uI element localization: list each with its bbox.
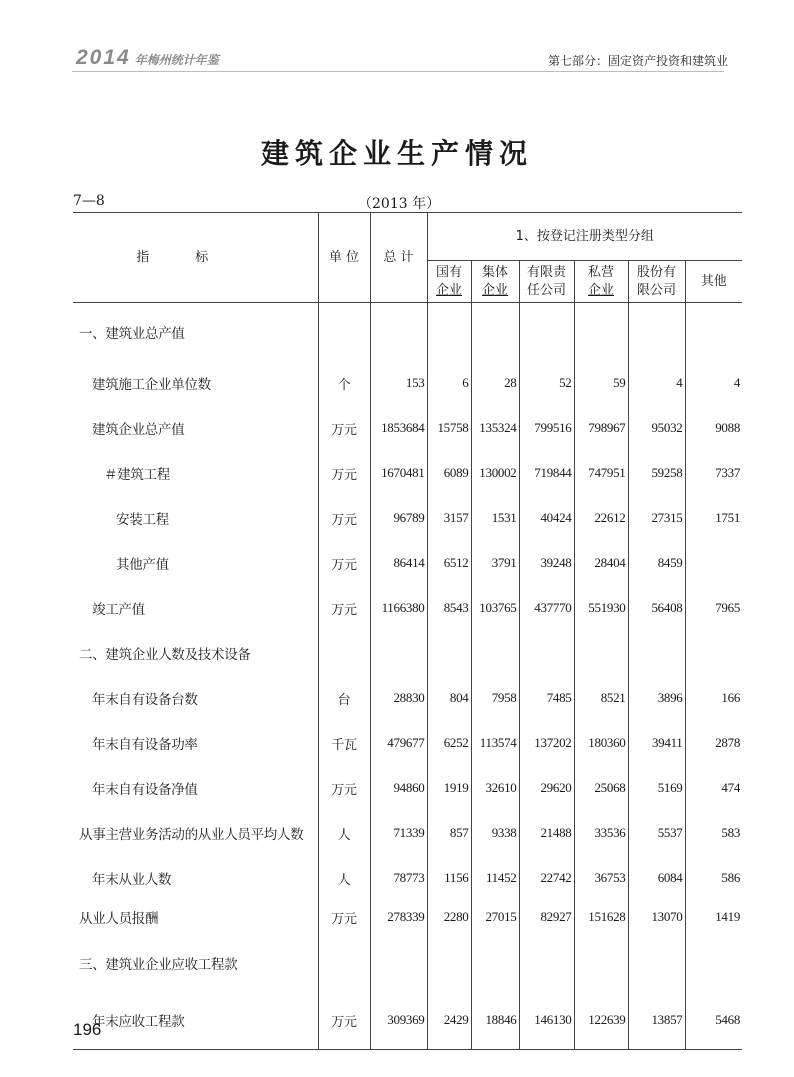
cell-value: 122639 (574, 992, 628, 1050)
cell-value: 113574 (471, 721, 519, 766)
cell-total: 96789 (370, 496, 427, 541)
subheader-line1: 有限责 (526, 264, 566, 280)
construction-production-table (73, 212, 742, 1050)
cell-value: 6084 (628, 856, 685, 901)
row-unit: 个 (318, 361, 370, 406)
subheader-line2: 企业 (587, 282, 614, 298)
cell-value: 1751 (685, 496, 742, 541)
row-label: ＃建筑工程 (73, 451, 318, 496)
row-label: 一、建筑业总产值 (73, 303, 318, 361)
cell-value: 39411 (628, 721, 685, 766)
cell-value (519, 303, 574, 361)
cell-value: 137202 (519, 721, 574, 766)
cell-total: 479677 (370, 721, 427, 766)
cell-value: 799516 (519, 406, 574, 451)
cell-value: 583 (685, 811, 742, 856)
yearbook-title (76, 46, 219, 70)
cell-value (685, 303, 742, 361)
cell-value: 5468 (685, 992, 742, 1050)
row-unit: 千瓦 (318, 721, 370, 766)
table-row (73, 856, 742, 901)
cell-value: 29620 (519, 766, 574, 811)
cell-value: 52 (519, 361, 574, 406)
cell-value: 166 (685, 676, 742, 721)
cell-value: 3896 (628, 676, 685, 721)
row-unit: 万元 (318, 496, 370, 541)
cell-value: 1419 (685, 901, 742, 934)
header-unit: 单 位 (318, 213, 370, 303)
subheader-line2: 任公司 (526, 282, 566, 298)
cell-value: 4 (628, 361, 685, 406)
table-row (73, 766, 742, 811)
table-row (73, 361, 742, 406)
cell-total: 278339 (370, 901, 427, 934)
cell-value: 798967 (574, 406, 628, 451)
cell-value: 5169 (628, 766, 685, 811)
cell-value: 6 (427, 361, 471, 406)
table-row (73, 586, 742, 631)
cell-total: 1853684 (370, 406, 427, 451)
cell-value (574, 303, 628, 361)
cell-value: 9088 (685, 406, 742, 451)
row-unit: 万元 (318, 541, 370, 586)
row-unit: 万元 (318, 586, 370, 631)
table-row (73, 721, 742, 766)
yearbook-name: 年梅州统计年鉴 (134, 53, 219, 67)
table-row (73, 676, 742, 721)
cell-value: 747951 (574, 451, 628, 496)
cell-value: 2280 (427, 901, 471, 934)
cell-value: 180360 (574, 721, 628, 766)
subheader-line2: 限公司 (636, 282, 676, 298)
cell-value: 1156 (427, 856, 471, 901)
cell-value: 1531 (471, 496, 519, 541)
cell-value: 59 (574, 361, 628, 406)
cell-value: 5537 (628, 811, 685, 856)
cell-value (519, 934, 574, 992)
cell-value: 7337 (685, 451, 742, 496)
subheader-line1: 股份有 (636, 264, 676, 280)
cell-value: 11452 (471, 856, 519, 901)
cell-value: 437770 (519, 586, 574, 631)
section-title: 第七部分：固定资产投资和建筑业 (547, 54, 728, 68)
table-row (73, 541, 742, 586)
subheader-joint-stock (628, 261, 685, 303)
subheader-line1: 其他 (700, 273, 727, 289)
cell-value (427, 934, 471, 992)
cell-total: 309369 (370, 992, 427, 1050)
row-label: 年末自有设备功率 (73, 721, 318, 766)
cell-value: 804 (427, 676, 471, 721)
row-unit (318, 934, 370, 992)
cell-total: 1166380 (370, 586, 427, 631)
row-label: 年末自有设备净值 (73, 766, 318, 811)
cell-value: 6252 (427, 721, 471, 766)
row-label: 安装工程 (73, 496, 318, 541)
cell-value: 32610 (471, 766, 519, 811)
subheader-line1: 私营 (587, 264, 614, 280)
cell-value: 135324 (471, 406, 519, 451)
row-unit: 万元 (318, 766, 370, 811)
cell-value (574, 631, 628, 676)
row-label: 从业人员报酬 (73, 901, 318, 934)
cell-value: 13857 (628, 992, 685, 1050)
subheader-limited-liability (519, 261, 574, 303)
table-row (73, 811, 742, 856)
subheader-collective (471, 261, 519, 303)
subheader-line1: 集体 (481, 264, 508, 280)
row-label: 二、建筑企业人数及技术设备 (73, 631, 318, 676)
header-indicator: 指标 (73, 213, 318, 303)
cell-value: 130002 (471, 451, 519, 496)
row-unit: 万元 (318, 451, 370, 496)
cell-value (685, 631, 742, 676)
cell-value: 6512 (427, 541, 471, 586)
row-label: 其他产值 (73, 541, 318, 586)
table-row (73, 303, 742, 361)
cell-value: 59258 (628, 451, 685, 496)
cell-value: 8543 (427, 586, 471, 631)
cell-total: 78773 (370, 856, 427, 901)
cell-value: 2878 (685, 721, 742, 766)
cell-value: 95032 (628, 406, 685, 451)
row-unit: 人 (318, 856, 370, 901)
cell-value (471, 934, 519, 992)
cell-total (370, 303, 427, 361)
row-label: 年末从业人数 (73, 856, 318, 901)
cell-value: 7485 (519, 676, 574, 721)
cell-value: 586 (685, 856, 742, 901)
cell-value (685, 541, 742, 586)
cell-value (628, 303, 685, 361)
row-label: 建筑企业总产值 (73, 406, 318, 451)
row-unit: 台 (318, 676, 370, 721)
row-unit: 万元 (318, 901, 370, 934)
row-label: 竣工产值 (73, 586, 318, 631)
cell-total: 86414 (370, 541, 427, 586)
cell-value (628, 631, 685, 676)
cell-total (370, 631, 427, 676)
table-row (73, 631, 742, 676)
cell-value: 551930 (574, 586, 628, 631)
cell-value: 8521 (574, 676, 628, 721)
row-unit: 万元 (318, 406, 370, 451)
cell-total: 94860 (370, 766, 427, 811)
cell-value: 6089 (427, 451, 471, 496)
subheader-other (685, 261, 742, 303)
cell-value: 9338 (471, 811, 519, 856)
cell-value: 474 (685, 766, 742, 811)
cell-value: 8459 (628, 541, 685, 586)
cell-value: 22742 (519, 856, 574, 901)
cell-total: 153 (370, 361, 427, 406)
subheader-state-owned (427, 261, 471, 303)
header-group: 1、按登记注册类型分组 (427, 213, 742, 261)
row-label: 年末应收工程款 (73, 992, 318, 1050)
cell-value: 39248 (519, 541, 574, 586)
cell-value: 28404 (574, 541, 628, 586)
cell-value (628, 934, 685, 992)
cell-value: 7958 (471, 676, 519, 721)
row-unit: 万元 (318, 992, 370, 1050)
cell-value: 3791 (471, 541, 519, 586)
cell-value: 82927 (519, 901, 574, 934)
cell-value (471, 303, 519, 361)
page-title: 建筑企业生产情况 (260, 137, 533, 170)
row-label: 三、建筑业企业应收工程款 (73, 934, 318, 992)
subheader-line2: 企业 (481, 282, 508, 298)
cell-value: 27015 (471, 901, 519, 934)
cell-value: 15758 (427, 406, 471, 451)
cell-value (471, 631, 519, 676)
cell-value (519, 631, 574, 676)
cell-value: 13070 (628, 901, 685, 934)
cell-value: 33536 (574, 811, 628, 856)
yearbook-year: 2014 (76, 46, 131, 69)
cell-value: 4 (685, 361, 742, 406)
table-row (73, 406, 742, 451)
subheader-private (574, 261, 628, 303)
cell-total: 1670481 (370, 451, 427, 496)
cell-value: 103765 (471, 586, 519, 631)
cell-total: 28830 (370, 676, 427, 721)
cell-value: 40424 (519, 496, 574, 541)
row-unit: 人 (318, 811, 370, 856)
row-label: 年末自有设备台数 (73, 676, 318, 721)
cell-value: 21488 (519, 811, 574, 856)
table-row (73, 934, 742, 992)
cell-value: 7965 (685, 586, 742, 631)
table-row (73, 992, 742, 1050)
cell-value (427, 303, 471, 361)
subheader-line2: 企业 (435, 282, 462, 298)
row-label: 从事主营业务活动的从业人员平均人数 (73, 811, 318, 856)
row-unit (318, 303, 370, 361)
cell-total: 71339 (370, 811, 427, 856)
cell-value (574, 934, 628, 992)
year-note: （2013 年） (358, 196, 441, 212)
cell-value: 22612 (574, 496, 628, 541)
cell-value: 36753 (574, 856, 628, 901)
cell-value: 28 (471, 361, 519, 406)
cell-value (427, 631, 471, 676)
cell-value: 719844 (519, 451, 574, 496)
cell-value: 56408 (628, 586, 685, 631)
page-number: 196 (73, 1020, 102, 1039)
table-row (73, 496, 742, 541)
cell-value: 27315 (628, 496, 685, 541)
cell-value: 1919 (427, 766, 471, 811)
cell-value (685, 934, 742, 992)
cell-total (370, 934, 427, 992)
table-number: 7—8 (73, 193, 105, 209)
cell-value: 857 (427, 811, 471, 856)
header-total: 总 计 (370, 213, 427, 303)
header-divider (72, 71, 724, 72)
table-row (73, 451, 742, 496)
cell-value: 3157 (427, 496, 471, 541)
cell-value: 25068 (574, 766, 628, 811)
row-unit (318, 631, 370, 676)
cell-value: 2429 (427, 992, 471, 1050)
row-label: 建筑施工企业单位数 (73, 361, 318, 406)
table-row (73, 901, 742, 934)
cell-value: 146130 (519, 992, 574, 1050)
cell-value: 151628 (574, 901, 628, 934)
cell-value: 18846 (471, 992, 519, 1050)
subheader-line1: 国有 (435, 264, 462, 280)
